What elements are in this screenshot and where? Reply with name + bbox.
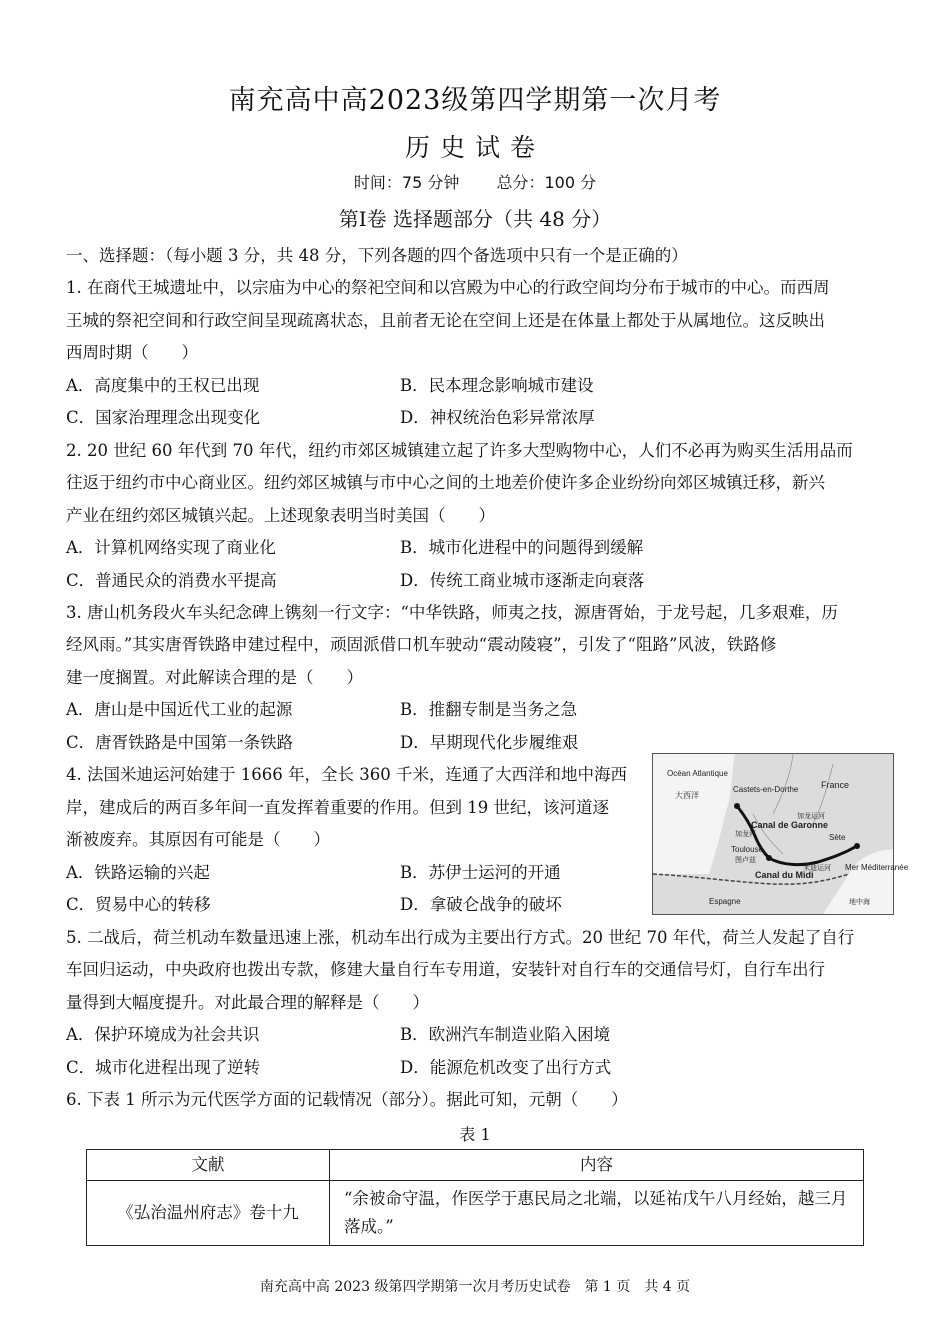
map-label-canal-garonne: Canal de Garonne	[751, 820, 829, 830]
question-text-line: 王城的祭祀空间和行政空间呈现疏离状态，且前者无论在空间上还是在体量上都处于从属地位。这反映出	[66, 311, 825, 330]
table-caption: 表 1	[459, 1125, 491, 1144]
map-label-river-cn: 加龙河	[735, 831, 756, 838]
option-b: B．推翻专制是当务之急	[400, 700, 578, 719]
map-label-castets: Castets-en-Dorthe	[733, 785, 799, 794]
question-text-line: 西周时期（ ）	[66, 343, 198, 362]
exam-title: 南充高中高2023级第四学期第一次月考	[228, 85, 722, 116]
option-d: D．神权统治色彩异常浓厚	[400, 408, 595, 427]
option-a: A．铁路运输的兴起	[66, 863, 210, 882]
question-text-line: 5. 二战后，荷兰机动车数量迅速上涨，机动车出行成为主要出行方式。20 世纪 70 年代，荷兰人发起了自行	[66, 928, 855, 947]
exam-time: 时间：75 分钟	[353, 173, 460, 192]
map-label-france: France	[821, 780, 850, 790]
question-text-line: 2. 20 世纪 60 年代到 70 年代，纽约市郊区城镇建立起了许多大型购物中心，人们不必再为购买生活用品而	[66, 441, 853, 460]
question-text-line: 经风雨。”其实唐胥铁路申建过程中，顽固派借口机车驶动“震动陵寝”，引发了“阻路”风波，铁路修	[66, 635, 777, 654]
records-table	[86, 1149, 864, 1246]
question-text-line: 产业在纽约郊区城镇兴起。上述现象表明当时美国（ ）	[66, 506, 495, 525]
question-text-line: 4. 法国米迪运河始建于 1666 年，全长 360 千米，连通了大西洋和地中海西	[66, 765, 627, 784]
table-cell-content: “余被命守温，作医学于惠民局之北端，以延祐戊午八月经始，越三月落成。”	[330, 1181, 864, 1246]
map-label-ocean: Océan Atlantique	[667, 769, 728, 778]
section-heading: 第Ⅰ卷 选择题部分（共 48 分）	[338, 207, 612, 231]
exam-total: 总分：100 分	[496, 173, 597, 192]
option-d: D．传统工商业城市逐渐走向衰落	[400, 571, 645, 590]
question-text-line: 1. 在商代王城遗址中，以宗庙为中心的祭祀空间和以宫殿为中心的行政空间均分布于城市的中心。而西周	[66, 278, 830, 297]
exam-subject: 历史试卷	[404, 133, 545, 162]
map-label-mer: Mer Méditerranée	[845, 863, 909, 872]
option-d: D．拿破仑战争的破坏	[400, 895, 562, 914]
option-c: C．城市化进程出现了逆转	[66, 1058, 261, 1077]
question-text-line: 往返于纽约市中心商业区。纽约郊区城镇与市中心之间的土地差价使许多企业纷纷向郊区城镇迁移，新兴	[66, 473, 825, 492]
option-a: A．高度集中的王权已出现	[66, 376, 260, 395]
question-text-line: 量得到大幅度提升。对此最合理的解释是（ ）	[66, 993, 429, 1012]
map-label-espagne: Espagne	[709, 897, 741, 906]
map-label-mer-cn: 地中海	[849, 899, 870, 906]
map-label-ocean-cn: 大西洋	[675, 791, 699, 800]
option-d: D．早期现代化步履维艰	[400, 733, 579, 752]
page-footer: 南充高中高 2023 级第四学期第一次月考历史试卷 第 1 页 共 4 页	[259, 1279, 691, 1295]
table-header-content: 内容	[330, 1150, 864, 1181]
option-d: D．能源危机改变了出行方式	[400, 1058, 612, 1077]
option-b: B．欧洲汽车制造业陷入困境	[400, 1025, 611, 1044]
toulouse-marker	[766, 855, 772, 861]
option-a: A．计算机网络实现了商业化	[66, 538, 276, 557]
table-header-row	[87, 1150, 864, 1181]
map-label-toulouse: Toulouse	[731, 845, 764, 854]
canal-map	[652, 753, 909, 915]
option-a: A．保护环境成为社会共识	[66, 1025, 260, 1044]
question-text-line: 6. 下表 1 所示为元代医学方面的记载情况（部分）。据此可知，元朝（ ）	[66, 1090, 628, 1109]
option-c: C．国家治理理念出现变化	[66, 408, 261, 427]
sete-marker	[854, 843, 860, 849]
option-c: C．普通民众的消费水平提高	[66, 571, 277, 590]
question-text-line: 车回归运动，中央政府也拨出专款，修建大量自行车专用道，安装针对自行车的交通信号灯，自行车出行	[66, 960, 825, 979]
table-cell-source: 《弘治温州府志》卷十九	[87, 1181, 330, 1246]
question-text-line: 建一度搁置。对此解读合理的是（ ）	[66, 668, 363, 687]
map-label-garonne-cn: 加龙运河	[797, 813, 825, 820]
option-c: C．贸易中心的转移	[66, 895, 211, 914]
option-b: B．苏伊士运河的开通	[400, 863, 561, 882]
map-label-canal-midi: Canal du Midi	[755, 870, 814, 880]
map-label-sete: Sète	[829, 833, 846, 842]
castets-marker	[734, 803, 740, 809]
exam-meta	[0, 170, 950, 193]
question-text-line: 渐被废弃。其原因有可能是（ ）	[66, 830, 330, 849]
instructions: 一、选择题：（每小题 3 分，共 48 分，下列各题的四个备选项中只有一个是正确的）	[66, 246, 688, 265]
option-c: C．唐胥铁路是中国第一条铁路	[66, 733, 294, 752]
option-b: B．民本理念影响城市建设	[400, 376, 594, 395]
option-a: A．唐山是中国近代工业的起源	[66, 700, 293, 719]
question-text-line: 3. 唐山机务段火车头纪念碑上镌刻一行文字：“中华铁路，师夷之技，源唐胥始，于龙号起，几多艰难，历	[66, 603, 838, 622]
map-label-toulouse-cn: 图卢兹	[735, 857, 756, 864]
map-label-midi-cn: 米迪运河	[803, 865, 831, 872]
table-row	[87, 1181, 864, 1246]
question-text-line: 岸，建成后的两百多年间一直发挥着重要的作用。但到 19 世纪，该河道逐	[66, 798, 609, 817]
option-b: B．城市化进程中的问题得到缓解	[400, 538, 644, 557]
table-header-source: 文献	[87, 1150, 330, 1181]
